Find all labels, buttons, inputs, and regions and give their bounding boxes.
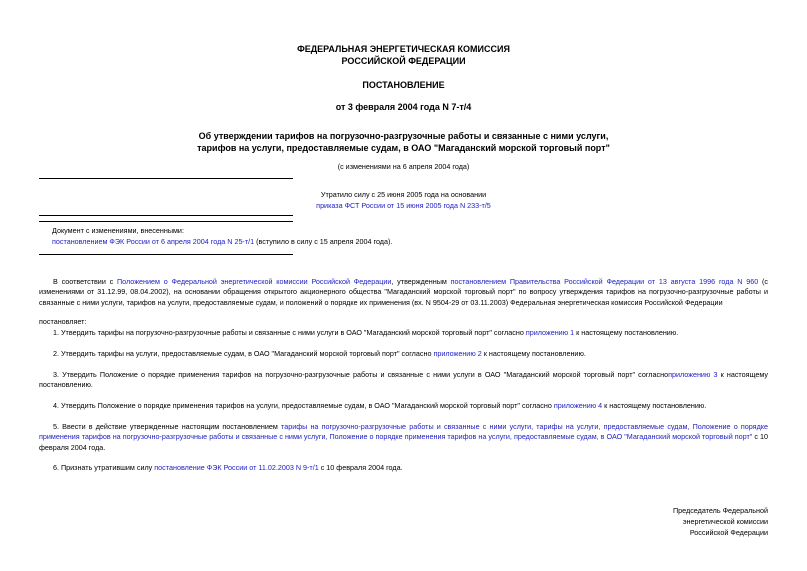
document-type: ПОСТАНОВЛЕНИЕ [362,80,445,90]
amendments-link[interactable]: постановлением ФЭК России от 6 апреля 2004 года N 25-т/1 [52,237,255,246]
repealed-decree-link[interactable]: постановление ФЭК России от 11.02.2003 N 9-т/1 [154,463,319,472]
item-6 [39,463,768,473]
divider [39,254,293,255]
item-text: к настоящему постановлению. [39,370,768,390]
item-3 [39,370,768,391]
appendix-1-link[interactable]: приложению 1 [525,328,575,337]
item-text: 3. Утвердить Положение о порядке применения тарифов на погрузочно-разгрузочные работы и связанные с ними услуги в ОАО "Магаданский морской торговый порт" согласно [53,370,669,379]
signature-line1: Председатель Федеральной [673,506,768,515]
signature-line3: Российской Федерации [689,528,768,537]
appendix-4-link[interactable]: приложению 4 [553,401,603,410]
item-text: 2. Утвердить тарифы на услуги, предоставляемые судам, в ОАО "Магаданский морской торговый порт" согласно [53,349,434,358]
fec-regulation-link[interactable]: Положением о Федеральной энергетической комиссии Российской Федерации [117,277,392,286]
amendments-suffix: (вступило в силу с 15 апреля 2004 года). [254,237,393,246]
item-1 [39,328,768,338]
status-note-link[interactable]: приказа ФСТ России от 15 июня 2005 года N 233-т/5 [316,201,491,210]
government-decree-link[interactable]: постановлением Правительства Российской Федерации от 13 августа 1996 года N 960 [450,277,759,286]
amendments-label: Документ с изменениями, внесенными: [52,226,184,235]
item-5 [39,422,768,453]
item-text: к настоящему постановлению. [481,349,586,358]
item-text: к настоящему постановлению. [602,401,707,410]
item-4 [39,401,768,411]
appendices-link[interactable]: тарифы на погрузочно-разгрузочные работы и связанные с ними услуги, тарифы на услуги, предоставляемые судам, Положение о порядке применения тарифов на погрузочно-разгрузочные работы и связанные с ними услуги, Положение о порядке применения тарифов на услуги, предоставляемые судам, в ОАО "Магаданский морской торговый порт" [39,422,768,442]
signature-line2: энергетической комиссии [682,517,768,526]
preamble-text: В соответствии с [53,277,118,286]
item-2 [39,349,768,359]
appendix-3-link[interactable]: приложению 3 [668,370,718,379]
appendix-2-link[interactable]: приложению 2 [433,349,482,358]
divider [39,178,293,179]
preamble-paragraph [39,277,768,308]
divider [39,221,293,222]
resolves-word: постановляет: [39,317,87,326]
item-text: 4. Утвердить Положение о порядке применения тарифов на услуги, предоставляемые судам, в ОАО "Магаданский морской торговый порт" согласно [53,401,554,410]
preamble-text: (с изменениями от 31.12.99, 08.04.2002), на основании обращения открытого акционерного общества "Магаданский морской торговый порт" по вопросу утверждения тарифов на погрузочно-разгрузочные работы и связанные с ними услуги, тарифов на услуги, предоставляемые судам, и положений о порядке их применения (вх. N 9504-29 от 03.11.2003) Федеральная энергетическая комиссия Российской Федерации [39,277,768,307]
item-text: с 10 февраля 2004 года. [39,432,768,452]
date-number: от 3 февраля 2004 года N 7-т/4 [335,102,472,112]
divider [39,215,293,216]
document-title-line1: Об утверждении тарифов на погрузочно-разгрузочные работы и связанные с ними услуги, [198,131,609,141]
document-title-line2: тарифов на услуги, предоставляемые судам, в ОАО "Магаданский морской торговый порт" [197,143,610,153]
item-text: с 10 февраля 2004 года. [318,463,403,472]
preamble-text: , утвержденным [391,277,451,286]
status-note-text: Утратило силу с 25 июня 2005 года на основании [320,190,487,199]
amendments-line [52,237,392,247]
item-text: 5. Ввести в действие утвержденные настоящим постановлением [53,422,281,431]
org-name-line1: ФЕДЕРАЛЬНАЯ ЭНЕРГЕТИЧЕСКАЯ КОМИССИЯ [297,44,510,54]
item-text: к настоящему постановлению. [574,328,679,337]
changes-note: (с изменениями на 6 апреля 2004 года) [337,162,470,171]
item-text: 1. Утвердить тарифы на погрузочно-разгрузочные работы и связанные с ними услуги в ОАО "Магаданский морской торговый порт" согласно [53,328,526,337]
item-text: 6. Признать утратившим силу [53,463,155,472]
status-note-link-row [0,201,807,211]
org-name-line2: РОССИЙСКОЙ ФЕДЕРАЦИИ [341,56,466,66]
